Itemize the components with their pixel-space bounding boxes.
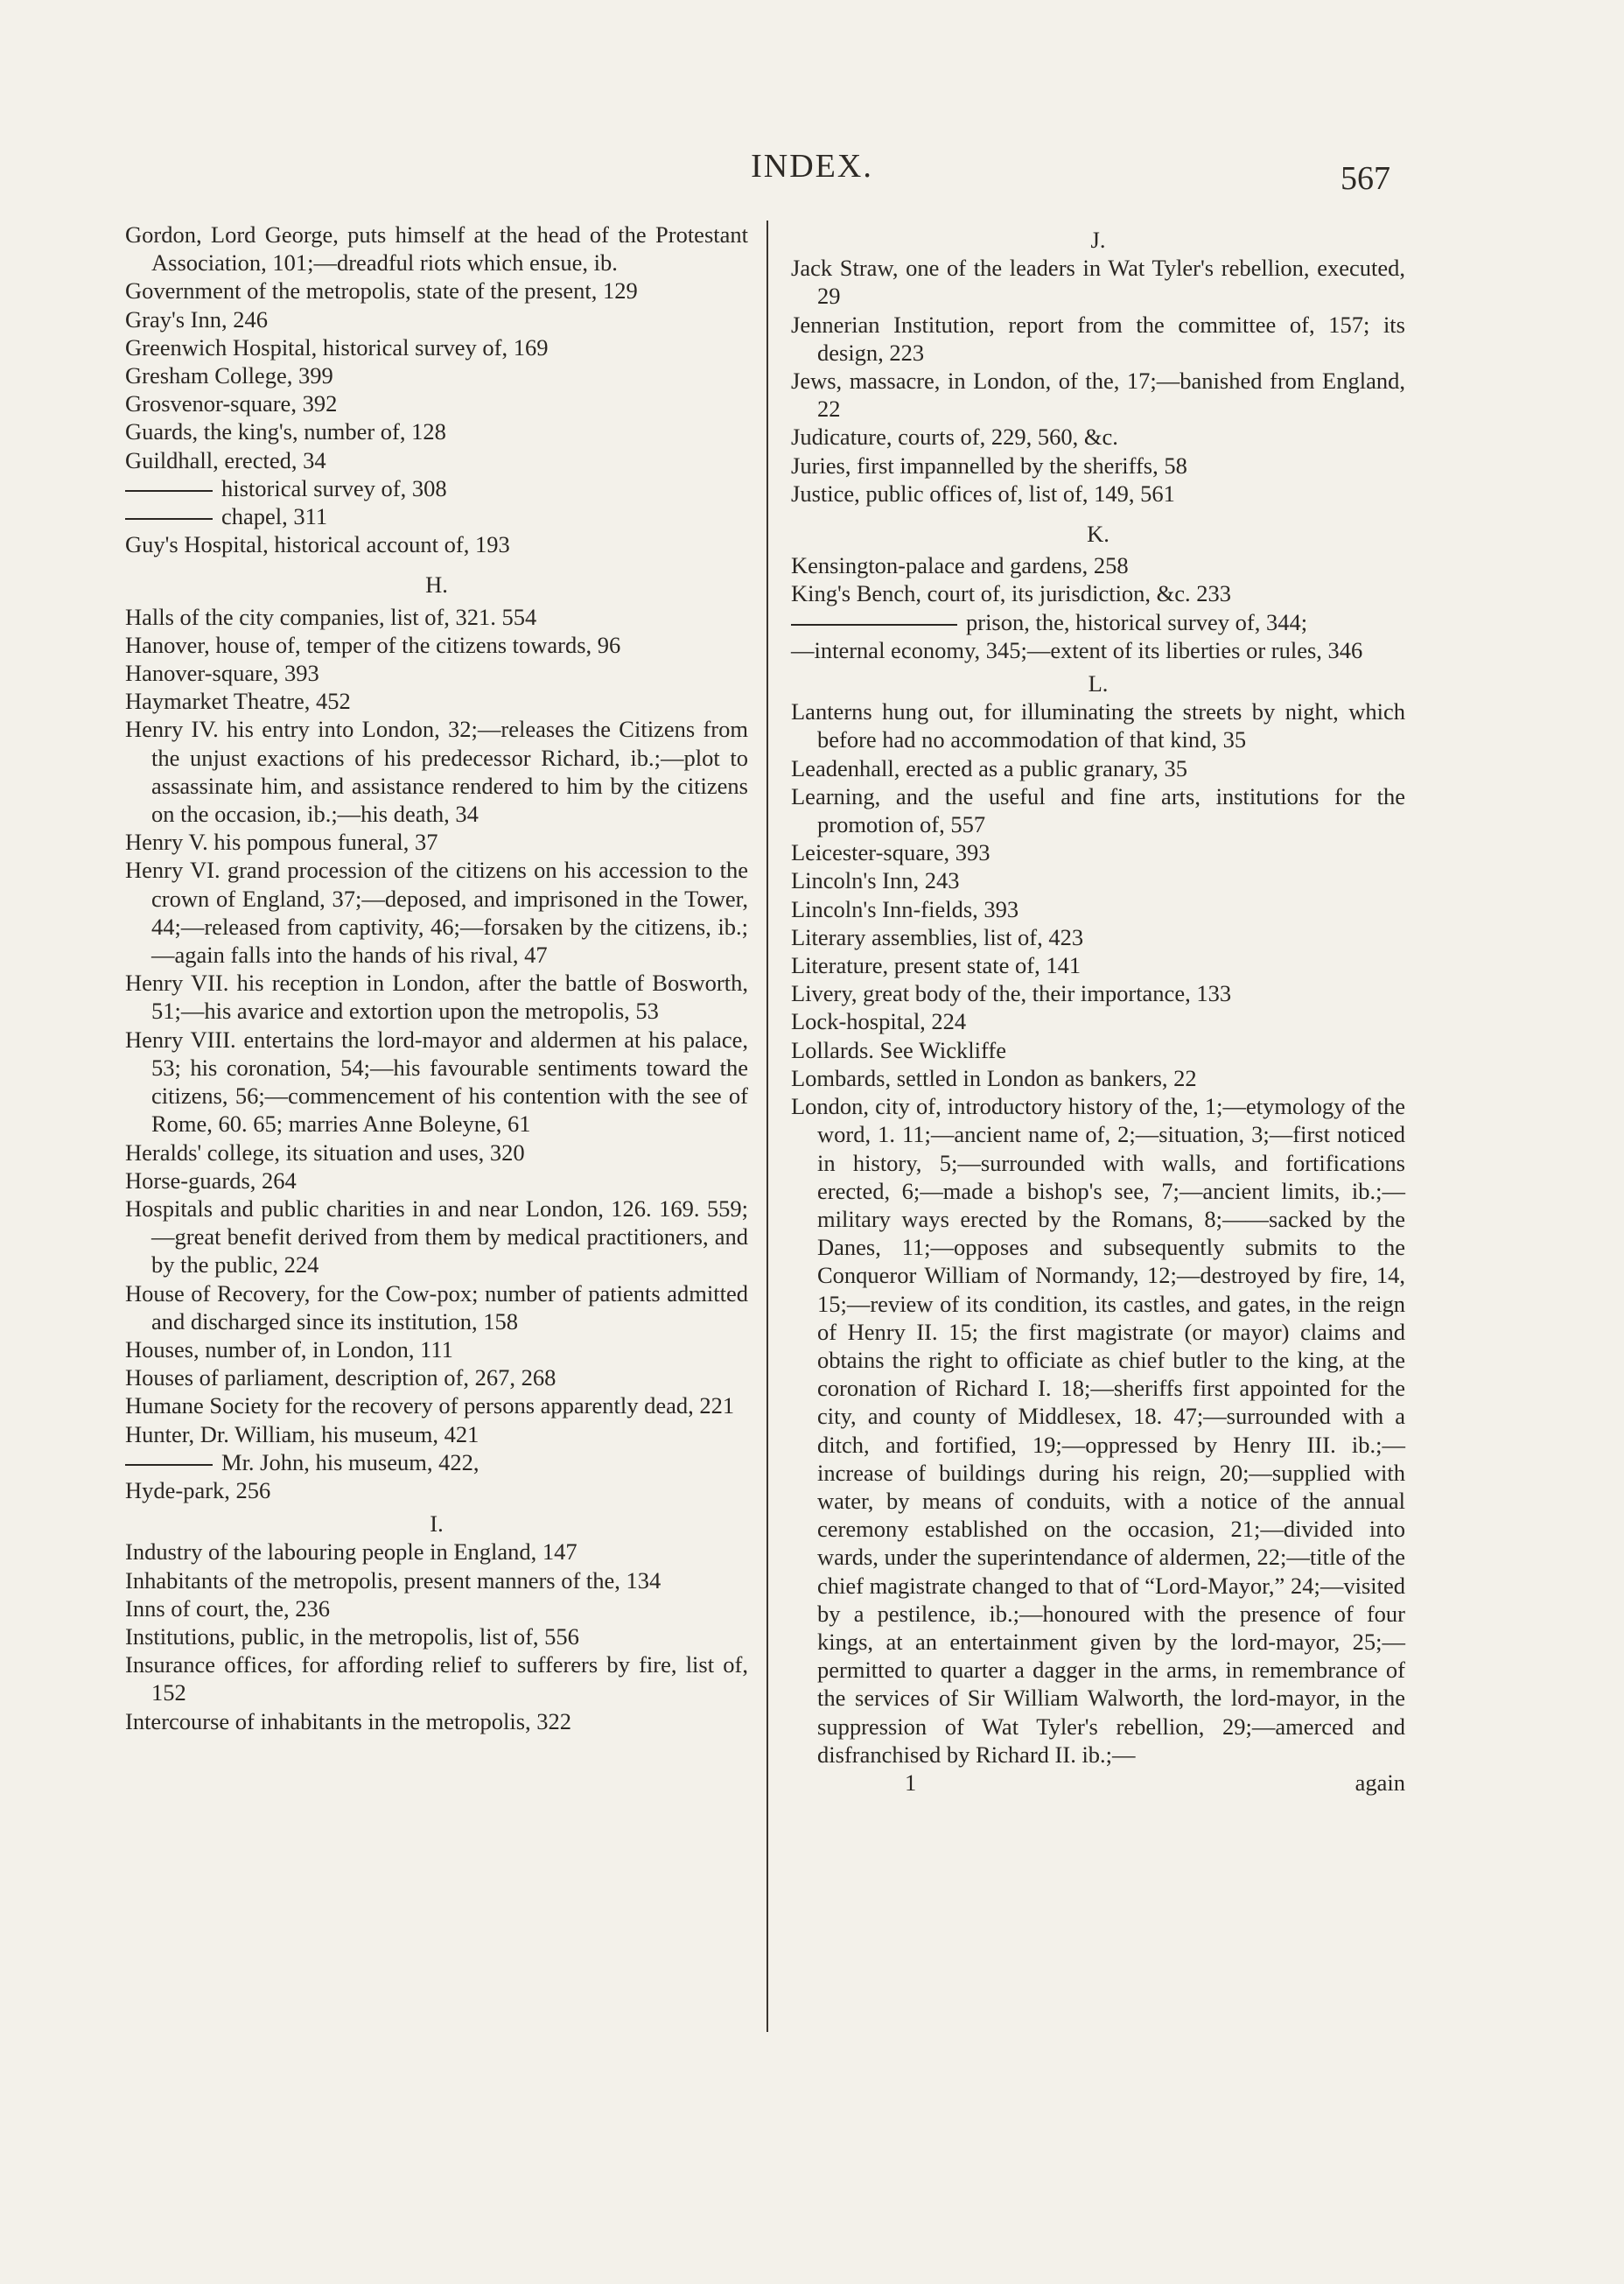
index-entry: Intercourse of inhabitants in the metropolis, 322 (125, 1707, 572, 1734)
index-entry: Greenwich Hospital, historical survey of, 169 (125, 333, 549, 361)
index-entry-continuation: —internal economy, 345;—extent of its liberties or rules, 346 (791, 636, 1363, 663)
index-entry: Hunter, Dr. William, his museum, 421 (125, 1420, 480, 1447)
index-subentry (791, 608, 1405, 636)
index-entry: Livery, great body of the, their importance, 133 (791, 980, 1232, 1007)
running-title: INDEX. (751, 148, 873, 185)
index-entry: Guy's Hospital, historical account of, 193 (125, 531, 510, 558)
index-entry: Halls of the city companies, list of, 321. 554 (125, 603, 537, 630)
section-heading-h: H. (425, 571, 448, 599)
signature-mark: 1 (905, 1769, 917, 1796)
index-entry: Judicature, courts of, 229, 560, &c. (791, 424, 1118, 451)
index-entry: Guards, the king's, number of, 128 (125, 418, 446, 445)
index-entry: Juries, first impannelled by the sheriffs, 58 (791, 452, 1187, 479)
index-entry: Kensington-palace and gardens, 258 (791, 552, 1129, 579)
left-column (125, 221, 748, 1735)
index-entry: Inns of court, the, 236 (125, 1594, 331, 1622)
index-entry: Guildhall, erected, 34 (125, 446, 326, 473)
ditto-dash (125, 490, 213, 492)
index-entry: Lollards. See Wickliffe (791, 1036, 1006, 1063)
index-entry: Leicester-square, 393 (791, 839, 990, 866)
subentry-text: historical survey of, 308 (221, 474, 447, 501)
index-entry: Inhabitants of the metropolis, present manners of the, 134 (125, 1566, 662, 1594)
index-entry: House of Recovery, for the Cow-pox; number of patients admitted and discharged since its institution, 158 (125, 1279, 748, 1335)
index-entry: Jews, massacre, in London, of the, 17;—banished from England, 22 (791, 368, 1405, 423)
subentry-text: Mr. John, his museum, 422, (221, 1448, 480, 1475)
index-entry: King's Bench, court of, its jurisdiction, &c. 233 (791, 580, 1232, 607)
index-entry: Hyde-park, 256 (125, 1476, 271, 1503)
index-entry: Horse-guards, 264 (125, 1167, 297, 1194)
subentry-text: chapel, 311 (221, 503, 328, 530)
index-entry: Grosvenor-square, 392 (125, 390, 338, 417)
index-entry: Insurance offices, for affording relief to sufferers by fire, list of, 152 (125, 1651, 748, 1706)
section-heading-k: K. (1087, 521, 1110, 548)
index-entry: Jack Straw, one of the leaders in Wat Tyler's rebellion, executed, 29 (791, 255, 1405, 310)
index-entry: Hanover-square, 393 (125, 660, 319, 687)
index-subentry (125, 1448, 748, 1476)
index-entry: Gresham College, 399 (125, 362, 333, 389)
index-entry: Gray's Inn, 246 (125, 305, 269, 333)
index-entry: Heralds' college, its situation and uses, 320 (125, 1138, 525, 1166)
index-entry: Lincoln's Inn-fields, 393 (791, 895, 1019, 922)
index-entry: London, city of, introductory history of the, 1;—etymology of the word, 1. 11;—ancient name of, 2;—situation, 3;—first noticed in history, 5;—surrounded with walls, and fortifications erected, 6;—made a bishop's see, 7;—ancient limits, ib.;—military ways erected by the Romans, 8;——sacked by the Danes, 11;—opposes and subsequently submits to the Conqueror William of Normandy, 12;—destroyed by fire, 14, 15;—review of its condition, its castles, and gates, in the reign of Henry II. 15; the first magistrate (or mayor) claims and obtains the right to officiate as chief butler to the king, at the coronation of Richard I. 18;—sheriffs first appointed for the city, and county of Middlesex, 18. 47;—surrounded with a ditch, and fortified, 19;—oppressed by Henry III. ib.;—increase of buildings during his reign, 20;—supplied with water, by means of conduits, with a notice of the annual ceremony established on the occasion, 21;—divided into wards, under the superintendance of aldermen, 22;—title of the chief magistrate changed to that of “Lord-Mayor,” 24;—visited by a pestilence, ib.;—honoured with the presence of four kings, at an entertainment given by the lord-mayor, 25;—permitted to quarter a dagger in the arms, in remembrance of the services of Sir William Walworth, the lord-mayor, in the suppression of Wat Tyler's rebellion, 29;—amerced and disfranchised by Richard II. ib.;— (791, 1093, 1405, 1768)
index-entry: Gordon, Lord George, puts himself at the head of the Protestant Association, 101;—dreadful riots which ensue, ib. (125, 221, 748, 277)
index-entry: Lombards, settled in London as bankers, 22 (791, 1064, 1197, 1091)
index-entry: Justice, public offices of, list of, 149, 561 (791, 480, 1175, 507)
index-entry: Humane Society for the recovery of persons apparently dead, 221 (125, 1392, 735, 1419)
index-entry: Learning, and the useful and fine arts, institutions for the promotion of, 557 (791, 782, 1405, 838)
index-entry: Literary assemblies, list of, 423 (791, 923, 1084, 950)
index-entry: Literature, present state of, 141 (791, 952, 1082, 979)
page-number: 567 (1340, 160, 1390, 197)
index-subentry (125, 474, 748, 502)
index-entry: Lanterns hung out, for illuminating the streets by night, which before had no accommodation of that kind, 35 (791, 698, 1405, 753)
index-subentry (125, 502, 748, 530)
index-entry: Jennerian Institution, report from the committee of, 157; its design, 223 (791, 311, 1405, 366)
subentry-text: prison, the, historical survey of, 344; (966, 608, 1308, 635)
index-entry: Lincoln's Inn, 243 (791, 867, 960, 894)
section-heading-j: J. (1090, 227, 1106, 253)
index-entry: Lock-hospital, 224 (791, 1008, 967, 1035)
index-entry: Houses, number of, in London, 111 (125, 1335, 453, 1363)
ditto-dash (791, 624, 957, 626)
index-entry: Government of the metropolis, state of the present, 129 (125, 277, 638, 305)
index-entry: Institutions, public, in the metropolis, list of, 556 (125, 1622, 579, 1650)
section-heading-i: I. (430, 1510, 444, 1538)
catchword: again (1354, 1769, 1405, 1796)
index-entry: Henry IV. his entry into London, 32;—releases the Citizens from the unjust exactions of his predecessor Richard, ib.;—plot to assassinate him, and assistance rendered to him by the citizens on the occasion, ib.;—his death, 34 (125, 716, 748, 828)
index-entry: Henry VII. his reception in London, after the battle of Bosworth, 51;—his avarice and extortion upon the metropolis, 53 (125, 970, 748, 1025)
index-entry: Henry VI. grand procession of the citizens on his accession to the crown of England, 37;—deposed, and imprisoned in the Tower, 44;—released from captivity, 46;—forsaken by the citizens, ib.;—again falls into the hands of his rival, 47 (125, 857, 748, 969)
index-entry: Industry of the labouring people in England, 147 (125, 1538, 578, 1566)
index-entry: Haymarket Theatre, 452 (125, 688, 351, 715)
ditto-dash (125, 1464, 213, 1466)
index-entry: Leadenhall, erected as a public granary, 35 (791, 754, 1187, 781)
index-entry: Henry V. his pompous funeral, 37 (125, 829, 438, 856)
right-column (791, 221, 1405, 1797)
index-entry: Hospitals and public charities in and near London, 126. 169. 559;—great benefit derived from them by medical practitioners, and by the public, 224 (125, 1195, 748, 1279)
index-entry: Houses of parliament, description of, 267, 268 (125, 1364, 556, 1391)
ditto-dash (125, 518, 213, 520)
index-entry: Hanover, house of, temper of the citizens towards, 96 (125, 631, 621, 658)
page-footer-line (791, 1769, 1405, 1797)
column-divider (766, 221, 768, 2032)
index-entry: Henry VIII. entertains the lord-mayor and aldermen at his palace, 53; his coronation, 54;—his favourable sentiments toward the citizens, 56;—commencement of his contention with the see of Rome, 60. 65; marries Anne Boleyne, 61 (125, 1026, 748, 1138)
section-heading-l: L. (1088, 670, 1109, 697)
